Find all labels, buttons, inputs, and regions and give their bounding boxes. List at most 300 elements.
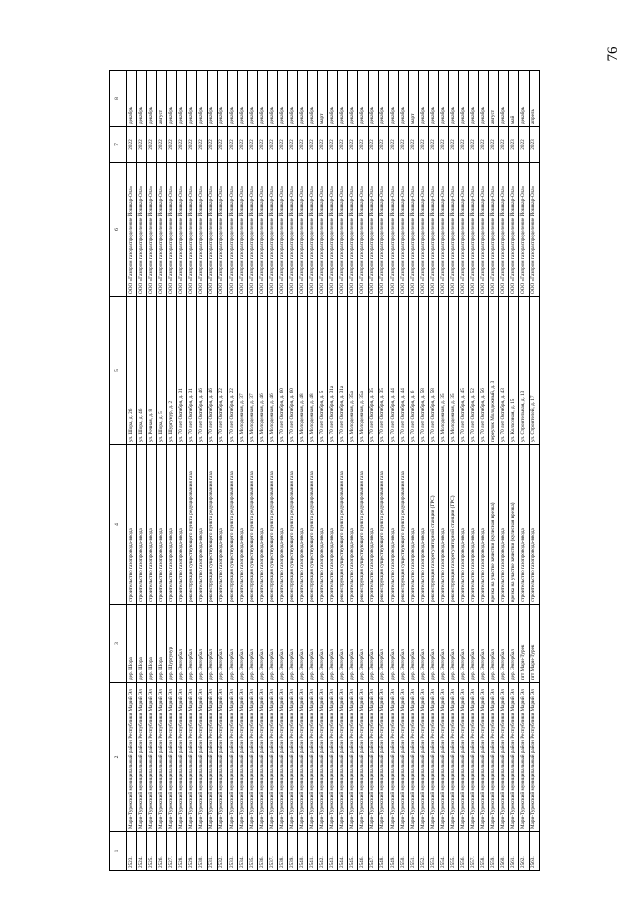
address-cell: ул. Шора, д. 26	[127, 297, 137, 445]
district-cell: Мари-Турекский муниципальный район Республики Марий Эл	[428, 683, 438, 832]
settlement-cell: дер. Энгербал	[489, 605, 499, 683]
year-cell: 2022	[368, 127, 378, 163]
settlement-cell: дер. Энгербал	[267, 605, 277, 683]
column-header-3: 3	[110, 605, 127, 683]
organization-cell: ООО «Газпром газораспределение Йошкар-Ола»	[378, 163, 388, 297]
work-type-cell: строительство газопровода-ввода	[298, 445, 308, 605]
district-cell: Мари-Турекский муниципальный район Республики Марий Эл	[388, 683, 398, 832]
address-cell: ул. 70 лет Октября, д. 31	[177, 297, 187, 445]
organization-cell: ООО «Газпром газораспределение Йошкар-Ола»	[197, 163, 207, 297]
month-cell: декабрь	[338, 71, 348, 127]
district-cell: Мари-Турекский муниципальный район Республики Марий Эл	[338, 683, 348, 832]
month-cell: декабрь	[479, 71, 489, 127]
table-row	[147, 71, 157, 871]
table-row	[529, 71, 539, 871]
settlement-cell: дер. Энгербал	[318, 605, 328, 683]
district-cell: Мари-Турекский муниципальный район Республики Марий Эл	[499, 683, 509, 832]
district-cell: Мари-Турекский муниципальный район Республики Марий Эл	[247, 683, 257, 832]
work-type-cell: строительство газопровода-ввода	[127, 445, 137, 605]
row-number-cell: 2535.	[247, 832, 257, 871]
work-type-cell: реконструкция существующего пункта редуцирования газа	[308, 445, 318, 605]
settlement-cell: дер. Энгербал	[217, 605, 227, 683]
organization-cell: ООО «Газпром газораспределение Йошкар-Ола»	[177, 163, 187, 297]
organization-cell: ООО «Газпром газораспределение Йошкар-Ола»	[328, 163, 338, 297]
settlement-cell: дер. Энгербал	[388, 605, 398, 683]
year-cell: 2022	[207, 127, 217, 163]
address-cell: ул. 70 лет Октября, д. 22	[217, 297, 227, 445]
work-type-cell: строительство газопровода-ввода	[147, 445, 157, 605]
address-cell: ул. Молодежная, д. 48	[308, 297, 318, 445]
table-row	[459, 71, 469, 871]
year-cell: 2022	[127, 127, 137, 163]
table-row	[348, 71, 358, 871]
address-cell: ул. Молодежная, д. 35	[449, 297, 459, 445]
data-table	[109, 70, 540, 871]
table-row	[288, 71, 298, 871]
organization-cell: ООО «Газпром газораспределение Йошкар-Ола»	[318, 163, 328, 297]
settlement-cell: дер. Энгербал	[428, 605, 438, 683]
year-cell: 2022	[237, 127, 247, 163]
settlement-cell: дер. Энгербал	[197, 605, 207, 683]
month-cell: декабрь	[257, 71, 267, 127]
address-cell: ул. Шора, д. 5	[157, 297, 167, 445]
work-type-cell: строительство газопровода-ввода	[529, 445, 539, 605]
table-row	[479, 71, 489, 871]
settlement-cell: дер. Энгербал	[338, 605, 348, 683]
address-cell: ул. 70 лет Октября, д. 58	[418, 297, 428, 445]
work-type-cell: строительство газопровода-ввода	[348, 445, 358, 605]
address-cell: ул. Молодежная, д. 46	[267, 297, 277, 445]
table-row	[247, 71, 257, 871]
settlement-cell: дер. Шора	[147, 605, 157, 683]
address-cell: ул. 70 лет Октября, д. 45	[459, 297, 469, 445]
district-cell: Мари-Турекский муниципальный район Республики Марий Эл	[277, 683, 287, 832]
row-number-cell: 2543.	[328, 832, 338, 871]
rotated-table-wrapper	[109, 71, 537, 871]
address-cell: ул. Колхозная, д. 15	[509, 297, 519, 445]
table-row	[469, 71, 479, 871]
month-cell: август	[157, 71, 167, 127]
district-cell: Мари-Турекский муниципальный район Республики Марий Эл	[217, 683, 227, 832]
settlement-cell: дер. Энгербал	[207, 605, 217, 683]
address-cell: ул. Молодежная, д. 37	[247, 297, 257, 445]
work-type-cell: строительство газопровода-ввода	[469, 445, 479, 605]
address-cell: ул. 70 лет Октября, д. 46	[207, 297, 217, 445]
month-cell: декабрь	[348, 71, 358, 127]
address-cell: ул. 70 лет Октября, д. 22	[227, 297, 237, 445]
settlement-cell: дер. Энгербал	[328, 605, 338, 683]
district-cell: Мари-Турекский муниципальный район Республики Марий Эл	[147, 683, 157, 832]
organization-cell: ООО «Газпром газораспределение Йошкар-Ола»	[499, 163, 509, 297]
organization-cell: ООО «Газпром газораспределение Йошкар-Ола»	[247, 163, 257, 297]
district-cell: Мари-Турекский муниципальный район Республики Марий Эл	[157, 683, 167, 832]
month-cell: май	[509, 71, 519, 127]
address-cell: ул. Молодежная, д. 35	[438, 297, 448, 445]
district-cell: Мари-Турекский муниципальный район Республики Марий Эл	[267, 683, 277, 832]
organization-cell: ООО «Газпром газораспределение Йошкар-Ола»	[277, 163, 287, 297]
work-type-cell: врезка на участке зачистки (кулисная врезка)	[489, 445, 499, 605]
address-cell: ул. 70 лет Октября, д. 56	[479, 297, 489, 445]
organization-cell: ООО «Газпром газораспределение Йошкар-Ола»	[157, 163, 167, 297]
table-row	[308, 71, 318, 871]
organization-cell: ООО «Газпром газораспределение Йошкар-Ола»	[217, 163, 227, 297]
row-number-cell: 2547.	[368, 832, 378, 871]
month-cell: декабрь	[197, 71, 207, 127]
address-cell: ул. 70 лет Октября, д. 46	[197, 297, 207, 445]
year-cell: 2022	[428, 127, 438, 163]
year-cell: 2022	[408, 127, 418, 163]
district-cell: Мари-Турекский муниципальный район Республики Марий Эл	[469, 683, 479, 832]
address-cell: ул. 70 лет Октября, д. 44	[388, 297, 398, 445]
column-header-4: 4	[110, 445, 127, 605]
district-cell: Мари-Турекский муниципальный район Республики Марий Эл	[257, 683, 267, 832]
district-cell: Мари-Турекский муниципальный район Республики Марий Эл	[207, 683, 217, 832]
organization-cell: ООО «Газпром газораспределение Йошкар-Ола»	[489, 163, 499, 297]
row-number-cell: 2551.	[408, 832, 418, 871]
organization-cell: ООО «Газпром газораспределение Йошкар-Ола»	[388, 163, 398, 297]
address-cell: ул. Строительная, д. 13	[519, 297, 529, 445]
row-number-cell: 2539.	[288, 832, 298, 871]
district-cell: Мари-Турекский муниципальный район Республики Марий Эл	[519, 683, 529, 832]
work-type-cell: реконструкция существующего пункта редуцирования газа	[288, 445, 298, 605]
settlement-cell: дер. Энгербал	[418, 605, 428, 683]
table-row	[328, 71, 338, 871]
district-cell: Мари-Турекский муниципальный район Республики Марий Эл	[368, 683, 378, 832]
settlement-cell: дер. Энгербал	[237, 605, 247, 683]
address-cell: переулок Молодежный, д. 3	[489, 297, 499, 445]
district-cell: Мари-Турекский муниципальный район Республики Марий Эл	[438, 683, 448, 832]
settlement-cell: дер. Энгербал	[177, 605, 187, 683]
row-number-cell: 2563.	[529, 832, 539, 871]
settlement-cell: дер. Энгербал	[308, 605, 318, 683]
settlement-cell: дер. Шора	[127, 605, 137, 683]
table-row	[398, 71, 408, 871]
district-cell: Мари-Турекский муниципальный район Республики Марий Эл	[408, 683, 418, 832]
address-cell: ул. 70 лет Октября, д. 5	[318, 297, 328, 445]
settlement-cell: дер. Энгербал	[438, 605, 448, 683]
year-cell: 2022	[247, 127, 257, 163]
address-cell: ул. 70 лет Октября, д. 52	[469, 297, 479, 445]
address-cell: ул. 70 лет Октября, д. 31а	[338, 297, 348, 445]
work-type-cell: строительство газопровода-ввода	[368, 445, 378, 605]
month-cell: декабрь	[378, 71, 388, 127]
year-cell: 2022	[318, 127, 328, 163]
row-number-cell: 2526.	[157, 832, 167, 871]
settlement-cell: дер. Энгербал	[227, 605, 237, 683]
month-cell: декабрь	[167, 71, 177, 127]
year-cell: 2022	[197, 127, 207, 163]
settlement-cell: дер. Энгербал	[408, 605, 418, 683]
address-cell: ул. Молодежная, д. 46	[257, 297, 267, 445]
table-row	[499, 71, 509, 871]
month-cell: декабрь	[418, 71, 428, 127]
row-number-cell: 2538.	[277, 832, 287, 871]
address-cell: ул. Молодежная, д. 37	[237, 297, 247, 445]
year-cell: 2022	[277, 127, 287, 163]
settlement-cell: дер. Энгербал	[368, 605, 378, 683]
month-cell: март	[408, 71, 418, 127]
row-number-cell: 2544.	[338, 832, 348, 871]
table-row	[388, 71, 398, 871]
month-cell: декабрь	[459, 71, 469, 127]
work-type-cell: реконструкция существующего пункта редуцирования газа	[338, 445, 348, 605]
year-cell: 2022	[147, 127, 157, 163]
month-cell: декабрь	[277, 71, 287, 127]
month-cell: декабрь	[308, 71, 318, 127]
table-row	[187, 71, 197, 871]
organization-cell: ООО «Газпром газораспределение Йошкар-Ола»	[509, 163, 519, 297]
work-type-cell: строительство газопровода-ввода	[217, 445, 227, 605]
row-number-cell: 2530.	[197, 832, 207, 871]
table-row	[368, 71, 378, 871]
work-type-cell: строительство газопровода-ввода	[519, 445, 529, 605]
month-cell: декабрь	[127, 71, 137, 127]
year-cell: 2022	[398, 127, 408, 163]
row-number-cell: 2541.	[308, 832, 318, 871]
address-cell: ул. 70 лет Октября, д. 6	[408, 297, 418, 445]
district-cell: Мари-Турекский муниципальный район Республики Марий Эл	[127, 683, 137, 832]
column-header-2: 2	[110, 683, 127, 832]
year-cell: 2022	[499, 127, 509, 163]
row-number-cell: 2556.	[459, 832, 469, 871]
settlement-cell: дер. Энгербал	[257, 605, 267, 683]
month-cell: декабрь	[237, 71, 247, 127]
organization-cell: ООО «Газпром газораспределение Йошкар-Ола»	[308, 163, 318, 297]
settlement-cell: дер. Энгербал	[348, 605, 358, 683]
header-row	[110, 71, 127, 871]
organization-cell: ООО «Газпром газораспределение Йошкар-Ола»	[408, 163, 418, 297]
table-row	[127, 71, 137, 871]
month-cell: декабрь	[449, 71, 459, 127]
work-type-cell: строительство газопровода-ввода	[388, 445, 398, 605]
organization-cell: ООО «Газпром газораспределение Йошкар-Ола»	[207, 163, 217, 297]
organization-cell: ООО «Газпром газораспределение Йошкар-Ола»	[147, 163, 157, 297]
organization-cell: ООО «Газпром газораспределение Йошкар-Ола»	[267, 163, 277, 297]
year-cell: 2023	[509, 127, 519, 163]
table-row	[207, 71, 217, 871]
organization-cell: ООО «Газпром газораспределение Йошкар-Ола»	[368, 163, 378, 297]
table-row	[449, 71, 459, 871]
table-row	[177, 71, 187, 871]
address-cell: ул. Речная, д. 8	[147, 297, 157, 445]
settlement-cell: пгт Мари-Турек	[529, 605, 539, 683]
district-cell: Мари-Турекский муниципальный район Республики Марий Эл	[288, 683, 298, 832]
row-number-cell: 2545.	[348, 832, 358, 871]
district-cell: Мари-Турекский муниципальный район Республики Марий Эл	[378, 683, 388, 832]
table-row	[428, 71, 438, 871]
row-number-cell: 2561.	[509, 832, 519, 871]
work-type-cell: строительство газопровода-ввода	[418, 445, 428, 605]
year-cell: 2022	[137, 127, 147, 163]
work-type-cell: реконструкция существующего пункта редуцирования газа	[187, 445, 197, 605]
work-type-cell: строительство газопровода-ввода	[438, 445, 448, 605]
work-type-cell: врезка на участке зачистки (кулисная врезка)	[509, 445, 519, 605]
year-cell: 2022	[157, 127, 167, 163]
table-area	[109, 71, 537, 871]
month-cell: декабрь	[137, 71, 147, 127]
district-cell: Мари-Турекский муниципальный район Республики Марий Эл	[137, 683, 147, 832]
year-cell: 2022	[187, 127, 197, 163]
district-cell: Мари-Турекский муниципальный район Республики Марий Эл	[348, 683, 358, 832]
year-cell: 2022	[519, 127, 529, 163]
address-cell: ул. 70 лет Октября, д. 31	[187, 297, 197, 445]
month-cell: декабрь	[438, 71, 448, 127]
organization-cell: ООО «Газпром газораспределение Йошкар-Ола»	[127, 163, 137, 297]
page-number: 76	[605, 46, 621, 62]
organization-cell: ООО «Газпром газораспределение Йошкар-Ола»	[348, 163, 358, 297]
district-cell: Мари-Турекский муниципальный район Республики Марий Эл	[308, 683, 318, 832]
organization-cell: ООО «Газпром газораспределение Йошкар-Ола»	[298, 163, 308, 297]
month-cell: декабрь	[428, 71, 438, 127]
address-cell: ул. 70 лет Октября, д. 44	[398, 297, 408, 445]
row-number-cell: 2559.	[489, 832, 499, 871]
month-cell: декабрь	[247, 71, 257, 127]
district-cell: Мари-Турекский муниципальный район Республики Марий Эл	[509, 683, 519, 832]
settlement-cell: дер. Энгербал	[398, 605, 408, 683]
organization-cell: ООО «Газпром газораспределение Йошкар-Ола»	[187, 163, 197, 297]
settlement-cell: дер. Энгербал	[509, 605, 519, 683]
table-row	[137, 71, 147, 871]
work-type-cell: реконструкция газорегуляторной станции (ГРС)	[428, 445, 438, 605]
work-type-cell: строительство газопровода-ввода	[197, 445, 207, 605]
organization-cell: ООО «Газпром газораспределение Йошкар-Ола»	[338, 163, 348, 297]
work-type-cell: строительство газопровода-ввода	[157, 445, 167, 605]
row-number-cell: 2548.	[378, 832, 388, 871]
settlement-cell: дер. Энгербал	[277, 605, 287, 683]
settlement-cell: дер. Энгербал	[378, 605, 388, 683]
month-cell: март	[318, 71, 328, 127]
table-row	[237, 71, 247, 871]
table-row	[267, 71, 277, 871]
row-number-cell: 2524.	[137, 832, 147, 871]
column-header-7: 7	[110, 127, 127, 163]
organization-cell: ООО «Газпром газораспределение Йошкар-Ола»	[418, 163, 428, 297]
organization-cell: ООО «Газпром газораспределение Йошкар-Ола»	[438, 163, 448, 297]
address-cell: ул. Молодежная, д. 35а	[348, 297, 358, 445]
district-cell: Мари-Турекский муниципальный район Республики Марий Эл	[237, 683, 247, 832]
month-cell: декабрь	[469, 71, 479, 127]
table-row	[227, 71, 237, 871]
work-type-cell: реконструкция существующего пункта редуцирования газа	[398, 445, 408, 605]
month-cell: декабрь	[288, 71, 298, 127]
district-cell: Мари-Турекский муниципальный район Республики Марий Эл	[479, 683, 489, 832]
table-row	[378, 71, 388, 871]
work-type-cell: строительство газопровода-ввода	[408, 445, 418, 605]
row-number-cell: 2552.	[418, 832, 428, 871]
settlement-cell: дер. Энгербал	[469, 605, 479, 683]
row-number-cell: 2558.	[479, 832, 489, 871]
year-cell: 2022	[288, 127, 298, 163]
settlement-cell: дер. Энгербал	[479, 605, 489, 683]
row-number-cell: 2557.	[469, 832, 479, 871]
year-cell: 2022	[418, 127, 428, 163]
work-type-cell: реконструкция существующего пункта редуцирования газа	[247, 445, 257, 605]
month-cell: декабрь	[388, 71, 398, 127]
month-cell: август	[489, 71, 499, 127]
settlement-cell: дер. Шора	[157, 605, 167, 683]
table-row	[257, 71, 267, 871]
year-cell: 2022	[469, 127, 479, 163]
work-type-cell: реконструкция существующего пункта редуцирования газа	[207, 445, 217, 605]
work-type-cell: строительство газопровода-ввода	[237, 445, 247, 605]
settlement-cell: дер. Шора	[137, 605, 147, 683]
year-cell: 2022	[227, 127, 237, 163]
work-type-cell: строительство газопровода-ввода	[318, 445, 328, 605]
year-cell: 2023	[529, 127, 539, 163]
month-cell: декабрь	[358, 71, 368, 127]
year-cell: 2022	[217, 127, 227, 163]
year-cell: 2022	[358, 127, 368, 163]
work-type-cell: реконструкция газорегуляторной станции (ГРС)	[449, 445, 459, 605]
work-type-cell: реконструкция существующего пункта редуцирования газа	[267, 445, 277, 605]
address-cell: ул. Молодежная, д. 35а	[358, 297, 368, 445]
settlement-cell: дер. Энгербал	[499, 605, 509, 683]
row-number-cell: 2528.	[177, 832, 187, 871]
year-cell: 2022	[479, 127, 489, 163]
district-cell: Мари-Турекский муниципальный район Республики Марий Эл	[227, 683, 237, 832]
table-body	[127, 71, 540, 871]
organization-cell: ООО «Газпром газораспределение Йошкар-Ола»	[449, 163, 459, 297]
settlement-cell: дер. Энгербал	[187, 605, 197, 683]
month-cell: декабрь	[217, 71, 227, 127]
organization-cell: ООО «Газпром газораспределение Йошкар-Ола»	[137, 163, 147, 297]
organization-cell: ООО «Газпром газораспределение Йошкар-Ола»	[227, 163, 237, 297]
row-number-cell: 2525.	[147, 832, 157, 871]
organization-cell: ООО «Газпром газораспределение Йошкар-Ола»	[237, 163, 247, 297]
work-type-cell: строительство газопровода-ввода	[499, 445, 509, 605]
table-row	[338, 71, 348, 871]
district-cell: Мари-Турекский муниципальный район Республики Марий Эл	[459, 683, 469, 832]
district-cell: Мари-Турекский муниципальный район Республики Марий Эл	[197, 683, 207, 832]
year-cell: 2022	[348, 127, 358, 163]
row-number-cell: 2540.	[298, 832, 308, 871]
district-cell: Мари-Турекский муниципальный район Республики Марий Эл	[187, 683, 197, 832]
organization-cell: ООО «Газпром газораспределение Йошкар-Ола»	[479, 163, 489, 297]
column-header-6: 6	[110, 163, 127, 297]
row-number-cell: 2536.	[257, 832, 267, 871]
settlement-cell: дер. Энгербал	[358, 605, 368, 683]
organization-cell: ООО «Газпром газораспределение Йошкар-Ола»	[469, 163, 479, 297]
month-cell: декабрь	[147, 71, 157, 127]
address-cell: ул. Молодежная, д. 48	[298, 297, 308, 445]
district-cell: Мари-Турекский муниципальный район Республики Марий Эл	[298, 683, 308, 832]
row-number-cell: 2527.	[167, 832, 177, 871]
work-type-cell: реконструкция существующего пункта редуцирования газа	[358, 445, 368, 605]
work-type-cell: строительство газопровода-ввода	[459, 445, 469, 605]
row-number-cell: 2554.	[438, 832, 448, 871]
address-cell: ул. 70 лет Октября, д. 58	[428, 297, 438, 445]
work-type-cell: реконструкция существующего пункта редуцирования газа	[227, 445, 237, 605]
address-cell: ул. 70 лет Октября, д. 60	[277, 297, 287, 445]
month-cell: декабрь	[398, 71, 408, 127]
month-cell: декабрь	[187, 71, 197, 127]
work-type-cell: строительство газопровода-ввода	[479, 445, 489, 605]
settlement-cell: дер. Энгербал	[449, 605, 459, 683]
work-type-cell: строительство газопровода-ввода	[137, 445, 147, 605]
district-cell: Мари-Турекский муниципальный район Республики Марий Эл	[529, 683, 539, 832]
district-cell: Мари-Турекский муниципальный район Республики Марий Эл	[177, 683, 187, 832]
work-type-cell: строительство газопровода-ввода	[167, 445, 177, 605]
year-cell: 2022	[328, 127, 338, 163]
year-cell: 2022	[378, 127, 388, 163]
table-row	[358, 71, 368, 871]
district-cell: Мари-Турекский муниципальный район Республики Марий Эл	[318, 683, 328, 832]
month-cell: декабрь	[328, 71, 338, 127]
year-cell: 2022	[267, 127, 277, 163]
district-cell: Мари-Турекский муниципальный район Республики Марий Эл	[489, 683, 499, 832]
row-number-cell: 2555.	[449, 832, 459, 871]
work-type-cell: строительство газопровода-ввода	[277, 445, 287, 605]
